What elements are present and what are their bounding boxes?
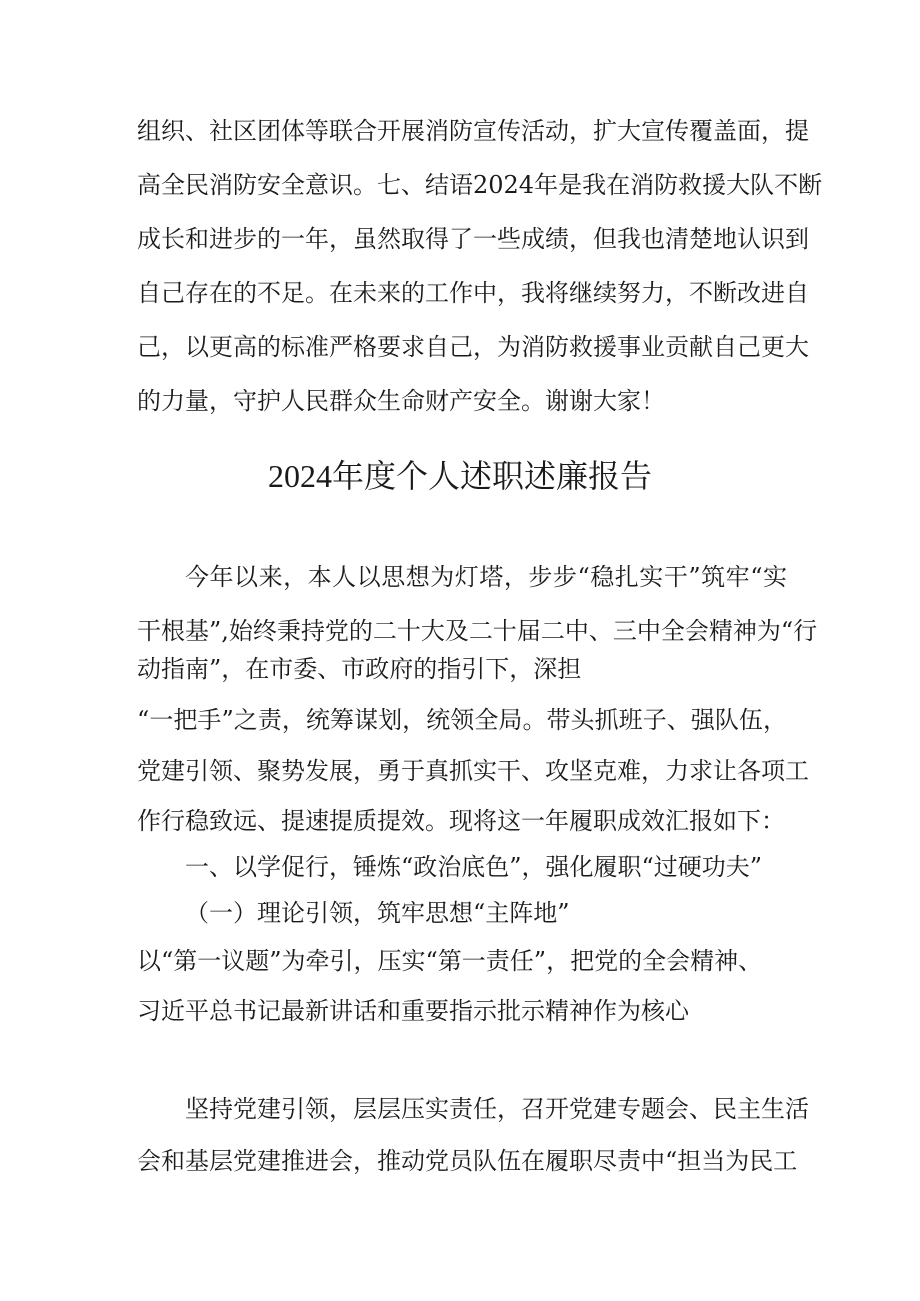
- intro-line-6: 的力量，守护人民群众生命财产安全。谢谢大家！: [137, 387, 665, 415]
- section-heading-1: 一、以学促行，锤炼“政治底色”，强化履职“过硬功夫”: [185, 853, 763, 881]
- body-line-6: 作行稳致远、提速提质提效。现将这一年履职成效汇报如下：: [137, 807, 785, 835]
- body-line-1: 今年以来，本人以思想为灯塔，步步“稳扎实干”筑牢“实: [185, 563, 787, 591]
- intro-line-4: 自己存在的不足。在未来的工作中，我将继续努力，不断改进自: [137, 279, 809, 307]
- body-line-7: 以“第一议题”为牵引，压实“第一责任”，把党的全会精神、: [137, 947, 763, 975]
- body-line-4: “一把手”之责，统筹谋划，统领全局。带头抓班子、强队伍，: [137, 706, 787, 734]
- body-line-2: 干根基”,始终秉持党的二十大及二十届二中、三中全会精神为“行: [137, 617, 818, 645]
- intro-line-5: 己，以更高的标准严格要求自己，为消防救援事业贡献自己更大: [137, 333, 809, 361]
- body-line-3: 动指南”，在市委、市政府的指引下，深担: [137, 655, 582, 683]
- body-line-5: 党建引领、聚势发展，勇于真抓实干、攻坚克难，力求让各项工: [137, 757, 809, 785]
- intro-line-1: 组织、社区团体等联合开展消防宣传活动，扩大宣传覆盖面，提: [137, 117, 809, 145]
- intro-line-2: 高全民消防安全意识。七、结语2024年是我在消防救援大队不断: [137, 171, 823, 199]
- subsection-heading-1: （一）理论引领，筑牢思想“主阵地”: [185, 899, 570, 927]
- intro-line-3: 成长和进步的一年，虽然取得了一些成绩，但我也清楚地认识到: [137, 225, 809, 253]
- body-line-9: 坚持党建引领，层层压实责任，召开党建专题会、民主生活: [185, 1095, 809, 1123]
- report-title: 2024年度个人述职述廉报告: [267, 458, 652, 494]
- body-line-10: 会和基层党建推进会，推动党员队伍在履职尽责中“担当为民工: [137, 1147, 798, 1175]
- body-line-8: 习近平总书记最新讲话和重要指示批示精神作为核心: [137, 997, 689, 1025]
